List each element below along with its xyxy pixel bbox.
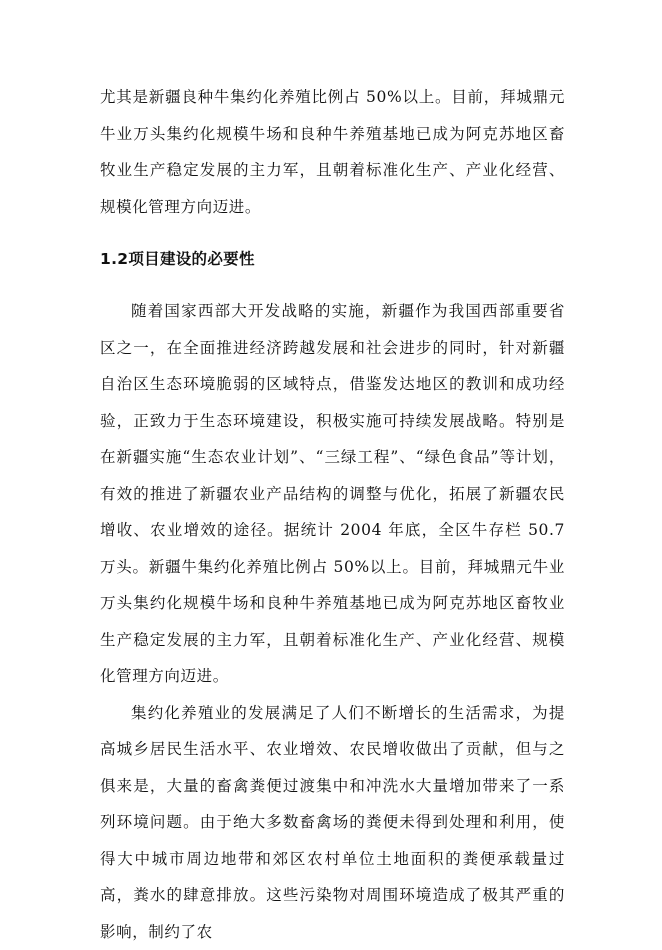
section-heading: 1.2项目建设的必要性	[100, 241, 565, 277]
body-paragraph-1: 随着国家西部大开发战略的实施，新疆作为我国西部重要省区之一，在全面推进经济跨越发展和社会进步的同时，针对新疆自治区生态环境脆弱的区域特点，借鉴发达地区的教训和成功经验，正致力于生态环境建设，积极实施可持续发展战略。特别是在新疆实施“生态农业计划”、“三绿工程”、“绿色食品”等计划，有效的推进了新疆农业产品结构的调整与优化，拓展了新疆农民增收、农业增效的途径。据统计 2004 年底，全区牛存栏 50.7 万头。新疆牛集约化养殖比例占 50%以上。目前，拜城鼎元牛业万头集约化规模牛场和良种牛养殖基地已成为阿克苏地区畜牧业生产稳定发展的主力军，且朝着标准化生产、产业化经营、规模化管理方向迈进。	[100, 293, 565, 695]
body-paragraph-2: 集约化养殖业的发展满足了人们不断增长的生活需求，为提高城乡居民生活水平、农业增效、农民增收做出了贡献，但与之俱来是，大量的畜禽粪便过渡集中和冲洗水大量增加带来了一系列环境问题。由于绝大多数畜禽场的粪便未得到处理和利用，使得大中城市周边地带和郊区农村单位土地面积的粪便承载量过高，粪水的肆意排放。这些污染物对周围环境造成了极其严重的影响，制约了农	[100, 695, 565, 950]
continued-paragraph: 尤其是新疆良种牛集约化养殖比例占 50%以上。目前，拜城鼎元牛业万头集约化规模牛场和良种牛养殖基地已成为阿克苏地区畜牧业生产稳定发展的主力军，且朝着标准化生产、产业化经营、规模化管理方向迈进。	[100, 79, 565, 225]
document-body	[100, 79, 565, 950]
